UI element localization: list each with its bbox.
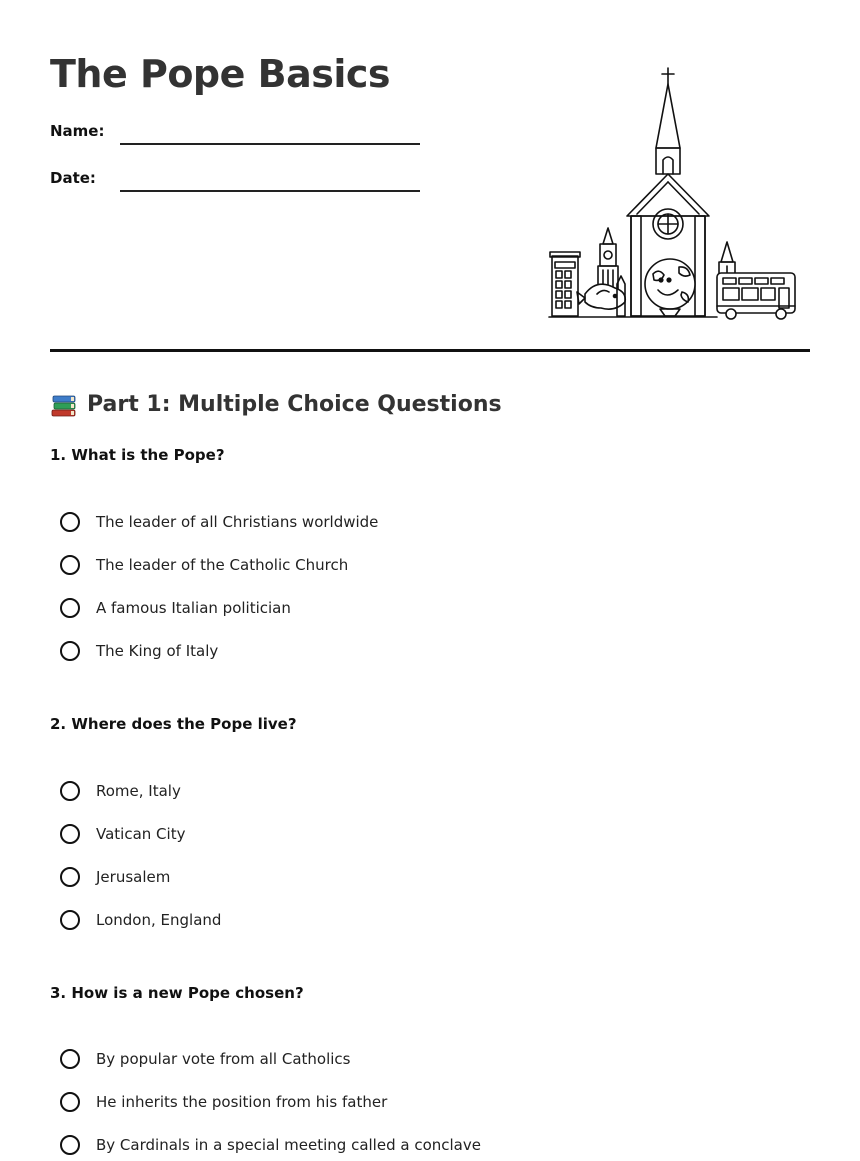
books-icon xyxy=(50,390,78,418)
radio-button[interactable] xyxy=(60,1135,80,1155)
answer-option[interactable] xyxy=(60,1090,387,1114)
radio-button[interactable] xyxy=(60,867,80,887)
date-field[interactable] xyxy=(120,190,420,192)
radio-button[interactable] xyxy=(60,781,80,801)
radio-button[interactable] xyxy=(60,641,80,661)
question-2: 2. Where does the Pope live? xyxy=(50,715,297,733)
name-label: Name: xyxy=(50,122,105,140)
radio-button[interactable] xyxy=(60,1049,80,1069)
answer-option[interactable] xyxy=(60,553,348,577)
section-title: Part 1: Multiple Choice Questions xyxy=(87,391,502,417)
church-and-landmarks-illustration xyxy=(545,66,800,322)
name-field[interactable] xyxy=(120,143,420,145)
question-1: 1. What is the Pope? xyxy=(50,446,225,464)
answer-option-label: The King of Italy xyxy=(96,642,219,660)
answer-option[interactable] xyxy=(60,865,170,889)
worksheet-title: The Pope Basics xyxy=(50,52,391,96)
radio-button[interactable] xyxy=(60,824,80,844)
answer-option[interactable] xyxy=(60,779,181,803)
answer-option[interactable] xyxy=(60,1133,481,1157)
answer-option-label: He inherits the position from his father xyxy=(96,1093,388,1111)
answer-option[interactable] xyxy=(60,639,218,663)
radio-button[interactable] xyxy=(60,1092,80,1112)
answer-option-label: The leader of the Catholic Church xyxy=(96,556,349,574)
answer-option-label: Rome, Italy xyxy=(96,782,181,800)
answer-option-label: Vatican City xyxy=(96,825,186,843)
answer-option[interactable] xyxy=(60,1047,351,1071)
answer-option-label: By popular vote from all Catholics xyxy=(96,1050,351,1068)
answer-option-label: The leader of all Christians worldwide xyxy=(96,513,379,531)
answer-option[interactable] xyxy=(60,510,378,534)
section-heading xyxy=(50,388,502,420)
answer-option[interactable] xyxy=(60,908,221,932)
radio-button[interactable] xyxy=(60,555,80,575)
answer-option[interactable] xyxy=(60,822,185,846)
radio-button[interactable] xyxy=(60,512,80,532)
answer-option-label: A famous Italian politician xyxy=(96,599,291,617)
date-label: Date: xyxy=(50,169,96,187)
header-divider xyxy=(50,349,810,352)
answer-option-label: Jerusalem xyxy=(96,868,171,886)
answer-option-label: By Cardinals in a special meeting called a conclave xyxy=(96,1136,481,1154)
radio-button[interactable] xyxy=(60,910,80,930)
question-3: 3. How is a new Pope chosen? xyxy=(50,984,304,1002)
answer-option[interactable] xyxy=(60,596,291,620)
answer-option-label: London, England xyxy=(96,911,222,929)
radio-button[interactable] xyxy=(60,598,80,618)
